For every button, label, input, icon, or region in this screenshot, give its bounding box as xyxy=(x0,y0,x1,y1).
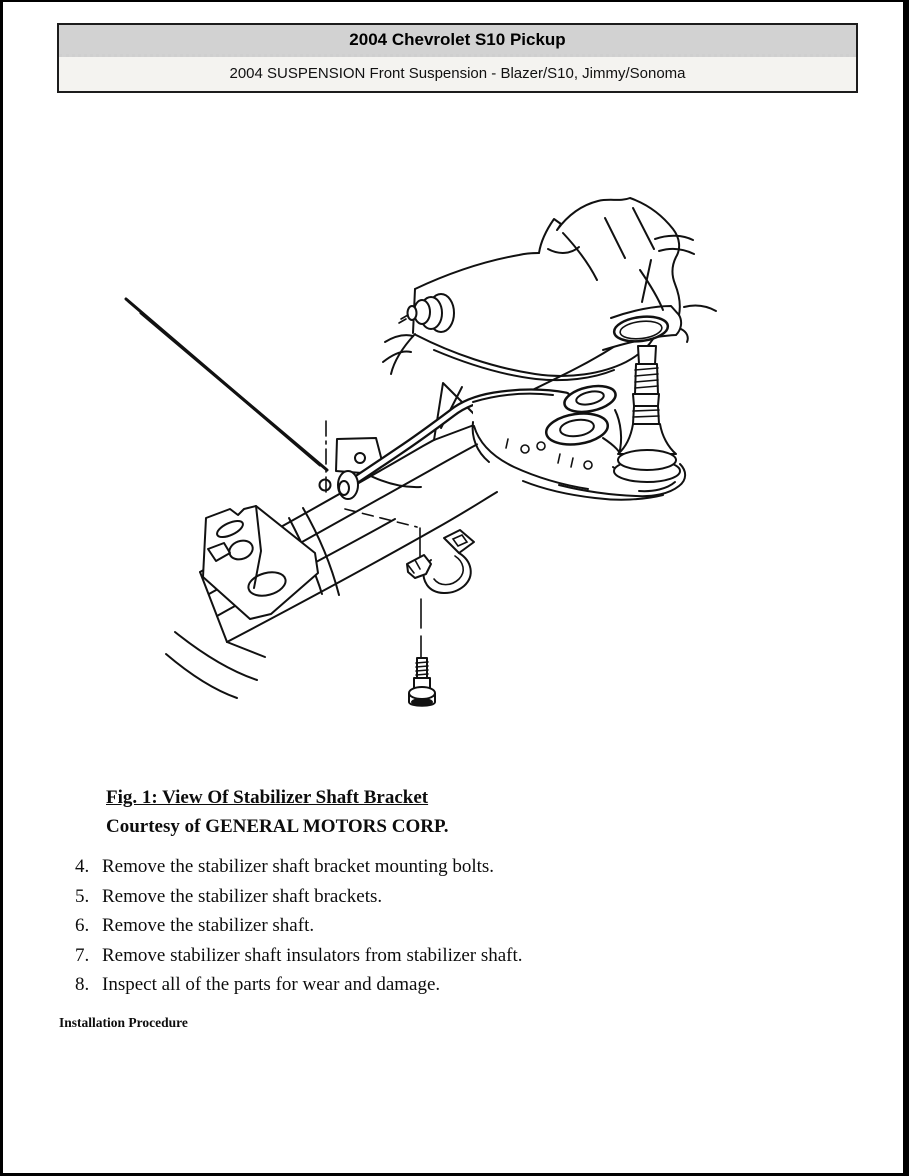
page-title: 2004 Chevrolet S10 Pickup xyxy=(59,25,856,57)
step-text: Remove stabilizer shaft insulators from stabilizer shaft. xyxy=(102,944,523,966)
figure-container xyxy=(93,132,823,752)
document-header xyxy=(57,23,858,93)
step-number: 7. xyxy=(75,944,90,966)
step-number: 5. xyxy=(75,885,90,907)
figure-caption xyxy=(106,783,449,841)
list-item xyxy=(75,852,775,882)
list-item xyxy=(75,970,775,1000)
section-heading: Installation Procedure xyxy=(59,1015,188,1030)
figure-caption-title: Fig. 1: View Of Stabilizer Shaft Bracket xyxy=(106,787,429,808)
suspension-diagram xyxy=(93,132,823,752)
step-text: Remove the stabilizer shaft. xyxy=(102,915,315,937)
step-text: Remove the stabilizer shaft brackets. xyxy=(102,885,383,907)
page-subtitle: 2004 SUSPENSION Front Suspension - Blazer/S10, Jimmy/Sonoma xyxy=(59,57,856,91)
ball-joint xyxy=(614,346,680,482)
list-item xyxy=(75,911,775,941)
step-number: 6. xyxy=(75,915,90,937)
step-number: 4. xyxy=(75,856,90,877)
list-item xyxy=(75,882,775,912)
upper-control-arm xyxy=(383,198,716,380)
leader-lines xyxy=(345,509,421,657)
bracket-mounting-bolt xyxy=(409,658,435,706)
figure-caption-credit: Courtesy of GENERAL MOTORS CORP. xyxy=(106,816,449,837)
step-text: Remove the stabilizer shaft bracket mounting bolts. xyxy=(102,856,495,877)
torsion-bar-lines xyxy=(126,299,327,470)
procedure-steps xyxy=(75,852,775,1000)
step-text: Inspect all of the parts for wear and damage. xyxy=(102,974,441,996)
list-item xyxy=(75,941,775,971)
arm-front-bushing xyxy=(399,294,454,332)
step-number: 8. xyxy=(75,974,90,996)
